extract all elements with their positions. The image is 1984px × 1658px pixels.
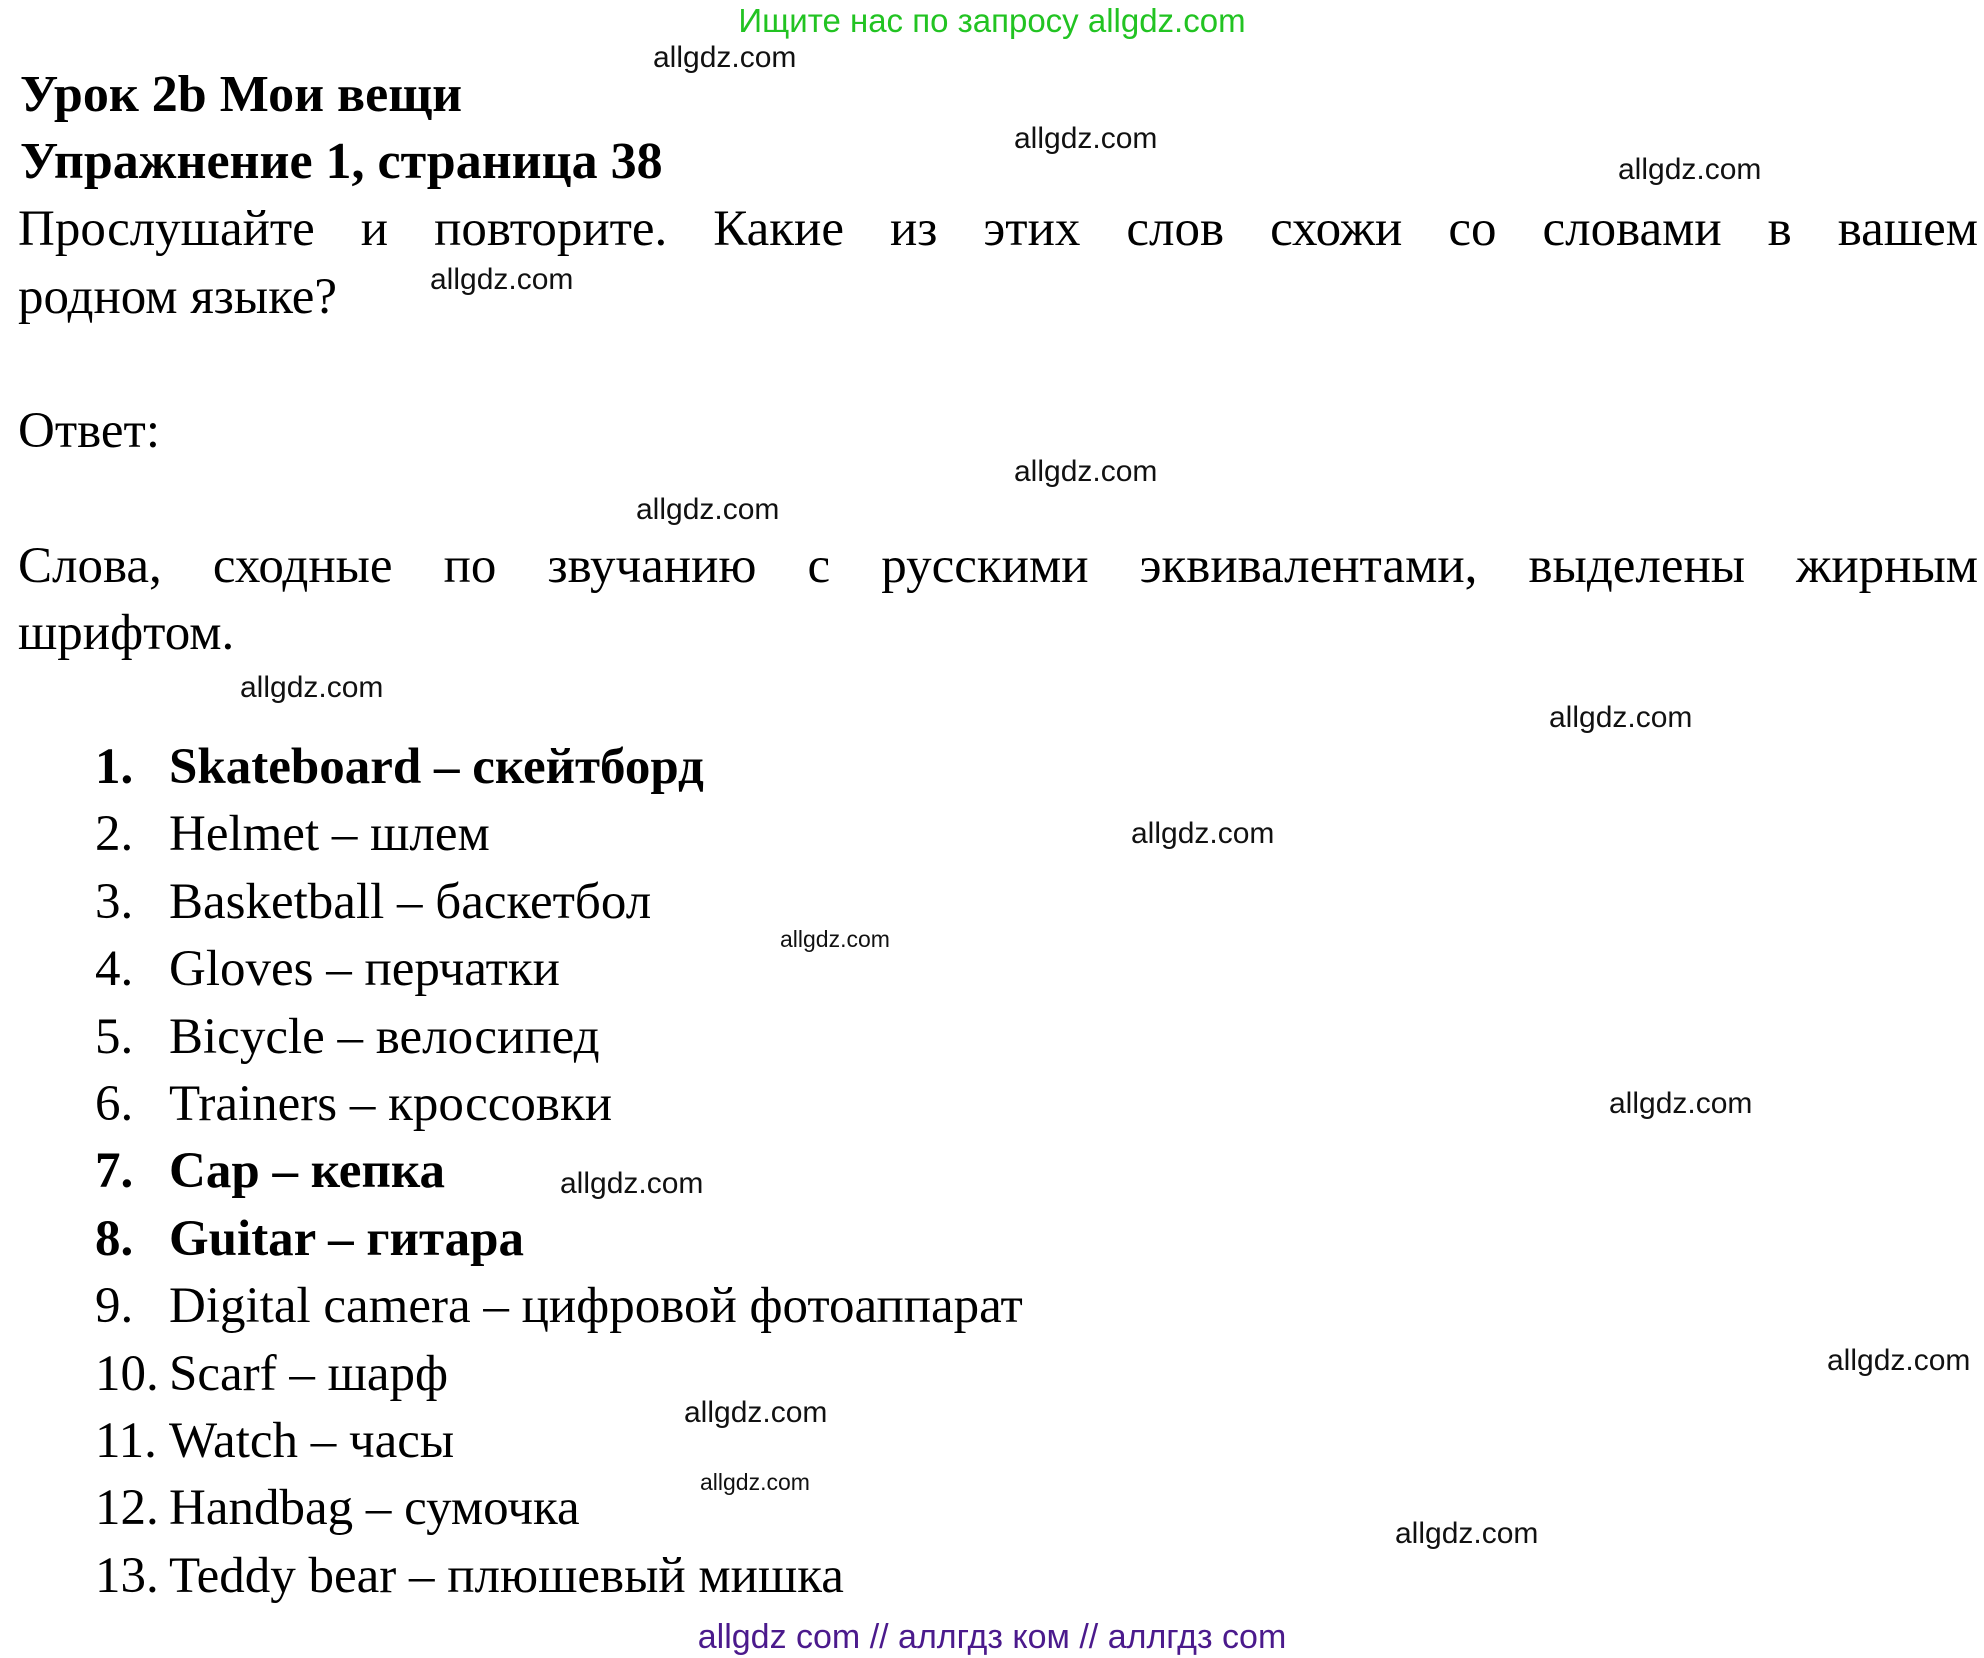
- list-item-text: Digital camera – цифровой фотоаппарат: [169, 1278, 1023, 1335]
- note-text-line-1: Слова, сходные по звучанию с русскими эквивалентами, выделены жирным: [18, 538, 1978, 594]
- list-item-number: 12.: [95, 1480, 159, 1537]
- watermark: allgdz.com: [1131, 817, 1275, 850]
- list-item-text: Watch – часы: [169, 1412, 455, 1469]
- list-item-number: 5.: [95, 1008, 134, 1065]
- watermark: allgdz.com: [684, 1396, 828, 1429]
- search-banner: Ищите нас по запросу allgdz.com: [738, 2, 1246, 39]
- list-item-text: Trainers – кроссовки: [169, 1075, 613, 1132]
- watermark: allgdz.com: [700, 1469, 810, 1495]
- list-item-number: 6.: [95, 1075, 134, 1132]
- watermark: allgdz.com: [560, 1167, 704, 1200]
- list-item-text: Scarf – шарф: [169, 1345, 449, 1402]
- list-item-number: 13.: [95, 1547, 159, 1604]
- list-item-number: 1.: [95, 739, 134, 795]
- list-item-text: Handbag – сумочка: [169, 1480, 580, 1537]
- footer-text: allgdz com // аллгдз ком // аллгдз com: [697, 1618, 1287, 1656]
- watermark: allgdz.com: [1609, 1087, 1753, 1120]
- list-item-number: 2.: [95, 806, 134, 863]
- watermark: allgdz.com: [636, 493, 780, 526]
- watermark: allgdz.com: [1014, 122, 1158, 155]
- list-item-number: 3.: [95, 873, 134, 930]
- list-item-text: Cap – кепка: [169, 1143, 445, 1200]
- list-item-text: Guitar – гитара: [169, 1210, 524, 1267]
- task-text-line-2: родном языке?: [18, 269, 337, 325]
- watermark: allgdz.com: [1395, 1517, 1539, 1550]
- watermark: allgdz.com: [1618, 153, 1762, 186]
- watermark: allgdz.com: [780, 926, 890, 952]
- list-item-text: Helmet – шлем: [169, 806, 490, 863]
- list-item-number: 7.: [95, 1143, 134, 1200]
- lesson-title: Урок 2b Мои вещи: [20, 66, 463, 123]
- list-item-text: Teddy bear – плюшевый мишка: [169, 1547, 844, 1604]
- list-item-text: Bicycle – велосипед: [169, 1008, 600, 1065]
- watermark: allgdz.com: [240, 671, 384, 704]
- list-item-number: 4.: [95, 941, 134, 998]
- watermark: allgdz.com: [430, 263, 574, 296]
- list-item-text: Gloves – перчатки: [169, 941, 560, 998]
- note-text-line-2: шрифтом.: [18, 605, 235, 661]
- list-item-number: 9.: [95, 1278, 134, 1335]
- answer-label: Ответ:: [18, 403, 160, 459]
- list-item-text: Skateboard – скейтборд: [169, 739, 704, 795]
- watermark: allgdz.com: [1549, 701, 1693, 734]
- watermark: allgdz.com: [653, 41, 797, 74]
- list-item-text: Basketball – баскетбол: [169, 873, 652, 930]
- watermark: allgdz.com: [1014, 455, 1158, 488]
- list-item-number: 11.: [95, 1412, 157, 1469]
- list-item-number: 10.: [95, 1345, 159, 1402]
- exercise-title: Упражнение 1, страница 38: [20, 133, 663, 190]
- task-text-line-1: Прослушайте и повторите. Какие из этих слов схожи со словами в вашем: [18, 201, 1978, 257]
- watermark: allgdz.com: [1827, 1344, 1971, 1377]
- list-item-number: 8.: [95, 1210, 134, 1267]
